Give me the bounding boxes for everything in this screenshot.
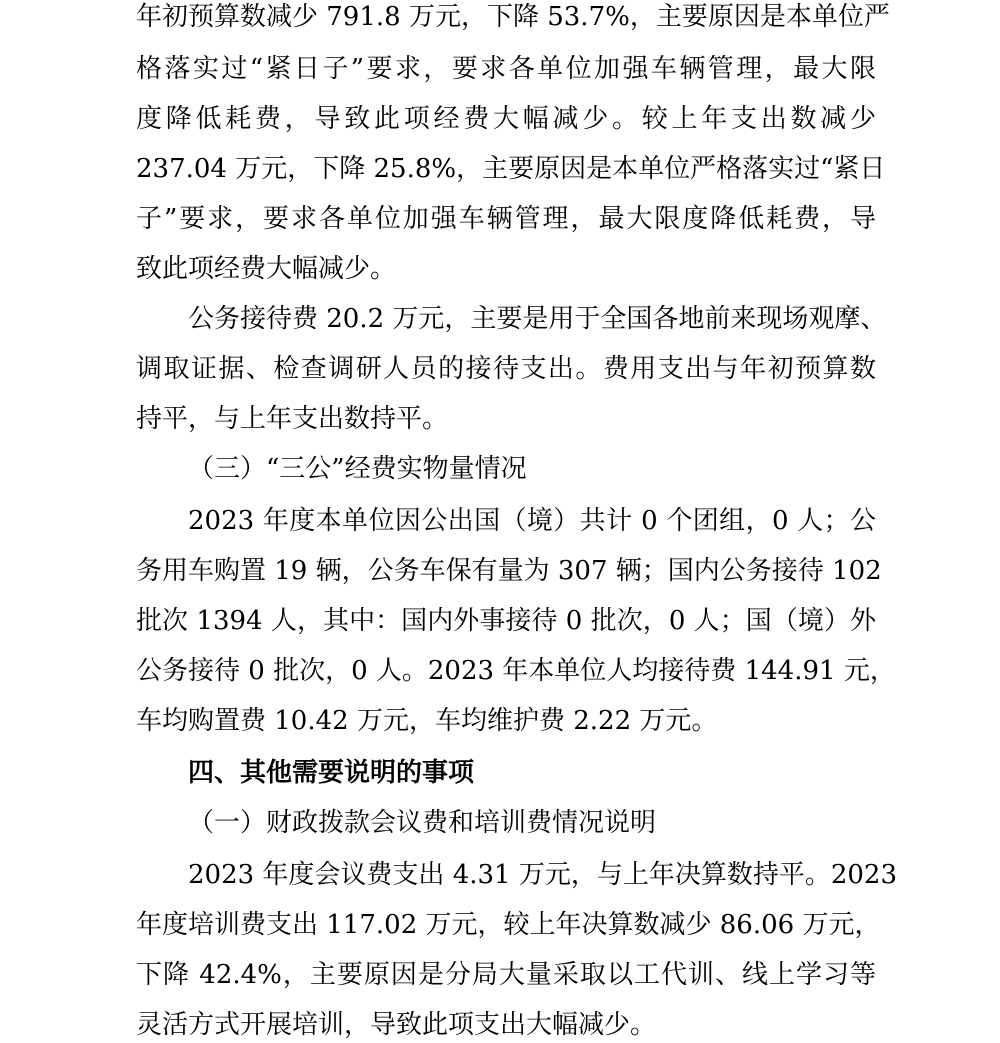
paragraph-line: 格落实过“紧日子”要求，要求各单位加强车辆管理，最大限 bbox=[136, 54, 876, 84]
paragraph-line: 年初预算数减少 791.8 万元，下降 53.7%，主要原因是本单位严 bbox=[136, 2, 890, 32]
paragraph-line: 公务接待费 20.2 万元，主要是用于全国各地前来现场观摩、 bbox=[188, 304, 887, 334]
section-heading: （三）“三公”经费实物量情况 bbox=[188, 454, 527, 484]
paragraph-line: 下降 42.4%，主要原因是分局大量采取以工代训、线上学习等 bbox=[136, 960, 876, 990]
paragraph-line: 2023 年度会议费支出 4.31 万元，与上年决算数持平。2023 bbox=[188, 860, 898, 890]
paragraph-line: 车均购置费 10.42 万元，车均维护费 2.22 万元。 bbox=[136, 706, 718, 736]
section-heading: （一）财政拨款会议费和培训费情况说明 bbox=[188, 808, 657, 838]
paragraph-line: 度降低耗费，导致此项经费大幅减少。较上年支出数减少 bbox=[136, 104, 876, 134]
paragraph-line: 公务接待 0 批次，0 人。2023 年本单位人均接待费 144.91 元， bbox=[136, 656, 896, 686]
paragraph-line: 批次 1394 人，其中：国内外事接待 0 批次，0 人；国（境）外 bbox=[136, 606, 876, 636]
paragraph-line: 调取证据、检查调研人员的接待支出。费用支出与年初预算数 bbox=[136, 354, 876, 384]
paragraph-line: 子”要求，要求各单位加强车辆管理，最大限度降低耗费，导 bbox=[136, 204, 876, 234]
paragraph-line: 237.04 万元，下降 25.8%，主要原因是本单位严格落实过“紧日 bbox=[136, 154, 886, 184]
paragraph-line: 务用车购置 19 辆，公务车保有量为 307 辆；国内公务接待 102 bbox=[136, 556, 882, 586]
paragraph-line: 持平，与上年支出数持平。 bbox=[136, 404, 449, 434]
paragraph-line: 灵活方式开展培训，导致此项支出大幅减少。 bbox=[136, 1010, 657, 1040]
paragraph-line: 2023 年度本单位因公出国（境）共计 0 个团组，0 人；公 bbox=[188, 506, 876, 536]
paragraph-line: 致此项经费大幅减少。 bbox=[136, 254, 397, 284]
paragraph-line: 年度培训费支出 117.02 万元，较上年决算数减少 86.06 万元， bbox=[136, 910, 881, 940]
chapter-heading: 四、其他需要说明的事项 bbox=[188, 758, 475, 788]
